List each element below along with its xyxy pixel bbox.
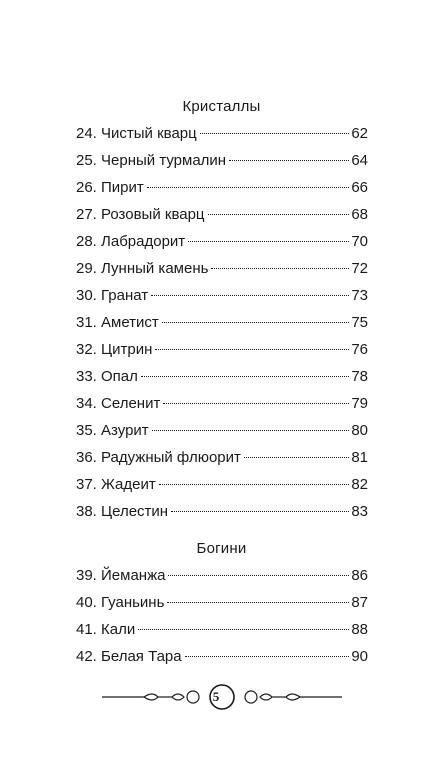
toc-leader-dots xyxy=(151,294,349,296)
toc-entry-title: 41. Кали xyxy=(76,621,136,638)
toc-entry-title: 29. Лунный камень xyxy=(76,260,209,277)
toc-entry xyxy=(76,147,368,174)
toc-leader-dots xyxy=(159,483,350,485)
toc-entry-title: 28. Лабрадорит xyxy=(76,233,186,250)
ornament-diamond-right xyxy=(260,694,272,700)
toc-leader-dots xyxy=(163,402,349,404)
section-title-crystals: Кристаллы xyxy=(182,98,261,115)
ornament-left xyxy=(102,691,199,703)
toc-leader-dots xyxy=(211,267,349,269)
toc-entry xyxy=(76,309,368,336)
toc-entry xyxy=(76,255,368,282)
toc-entry-page: 70 xyxy=(351,233,368,250)
toc-entry xyxy=(76,616,368,643)
toc-entry-page: 83 xyxy=(351,503,368,520)
ornament-leaf-right xyxy=(286,694,300,700)
ornament-ring-right xyxy=(245,691,257,703)
toc-entry xyxy=(76,228,368,255)
toc-entry-title: 37. Жадеит xyxy=(76,476,156,493)
toc-entry-title: 30. Гранат xyxy=(76,287,149,304)
toc-entry-title: 31. Аметист xyxy=(76,314,159,331)
toc-entry-title: 25. Черный турмалин xyxy=(76,152,227,169)
toc-entry xyxy=(76,201,368,228)
toc-leader-dots xyxy=(185,655,350,657)
toc-entry xyxy=(76,282,368,309)
toc-entry-page: 81 xyxy=(351,449,368,466)
toc-entry xyxy=(76,444,368,471)
toc-entry-title: 38. Целестин xyxy=(76,503,169,520)
toc-entry-title: 39. Йеманжа xyxy=(76,567,166,584)
ornament-leaf-left xyxy=(144,694,158,700)
toc-entry-title: 33. Опал xyxy=(76,368,138,385)
page-number: 5 xyxy=(212,689,220,704)
toc-entry-page: 87 xyxy=(351,594,368,611)
toc-entry-title: 35. Азурит xyxy=(76,422,149,439)
toc-entry-page: 68 xyxy=(351,206,368,223)
toc-list-goddesses xyxy=(76,562,368,670)
toc-entry-page: 86 xyxy=(351,567,368,584)
toc-entry-page: 78 xyxy=(351,368,368,385)
toc-entry-page: 66 xyxy=(351,179,368,196)
toc-entry-page: 90 xyxy=(351,648,368,665)
toc-entry xyxy=(76,471,368,498)
toc-leader-dots xyxy=(152,429,350,431)
toc-entry-page: 62 xyxy=(351,125,368,142)
toc-entry-page: 73 xyxy=(351,287,368,304)
toc-leader-dots xyxy=(168,574,349,576)
toc-entry-title: 27. Розовый кварц xyxy=(76,206,205,223)
toc-leader-dots xyxy=(208,213,350,215)
toc-leader-dots xyxy=(162,321,350,323)
toc-leader-dots xyxy=(167,601,349,603)
toc-entry-title: 24. Чистый кварц xyxy=(76,125,197,142)
toc-entry-page: 82 xyxy=(351,476,368,493)
toc-entry xyxy=(76,643,368,670)
toc-leader-dots xyxy=(155,348,349,350)
toc-leader-dots xyxy=(244,456,349,458)
ornament-diamond-left xyxy=(172,694,184,700)
toc-list-crystals xyxy=(76,120,368,525)
toc-entry-page: 64 xyxy=(351,152,368,169)
toc-leader-dots xyxy=(138,628,349,630)
toc-entry xyxy=(76,336,368,363)
section-title-goddesses: Богини xyxy=(196,540,247,557)
toc-leader-dots xyxy=(188,240,349,242)
toc-entry-title: 26. Пирит xyxy=(76,179,144,196)
toc-entry-page: 80 xyxy=(351,422,368,439)
toc-leader-dots xyxy=(147,186,350,188)
toc-entry xyxy=(76,120,368,147)
toc-entry-title: 32. Цитрин xyxy=(76,341,153,358)
toc-entry xyxy=(76,417,368,444)
toc-entry xyxy=(76,562,368,589)
toc-entry-title: 36. Радужный флюорит xyxy=(76,449,241,466)
toc-entry-title: 40. Гуаньинь xyxy=(76,594,165,611)
ornament-right xyxy=(245,691,342,703)
toc-entry xyxy=(76,589,368,616)
toc-entry-page: 79 xyxy=(351,395,368,412)
toc-leader-dots xyxy=(200,132,350,134)
toc-leader-dots xyxy=(141,375,349,377)
ornament-ring-left xyxy=(187,691,199,703)
toc-entry xyxy=(76,390,368,417)
toc-entry xyxy=(76,174,368,201)
toc-entry-page: 75 xyxy=(351,314,368,331)
toc-entry-title: 34. Селенит xyxy=(76,395,161,412)
toc-entry-title: 42. Белая Тара xyxy=(76,648,182,665)
toc-leader-dots xyxy=(171,510,349,512)
toc-entry-page: 76 xyxy=(351,341,368,358)
toc-entry xyxy=(76,498,368,525)
toc-leader-dots xyxy=(229,159,349,161)
toc-entry-page: 88 xyxy=(351,621,368,638)
toc-entry-page: 72 xyxy=(351,260,368,277)
toc-entry xyxy=(76,363,368,390)
